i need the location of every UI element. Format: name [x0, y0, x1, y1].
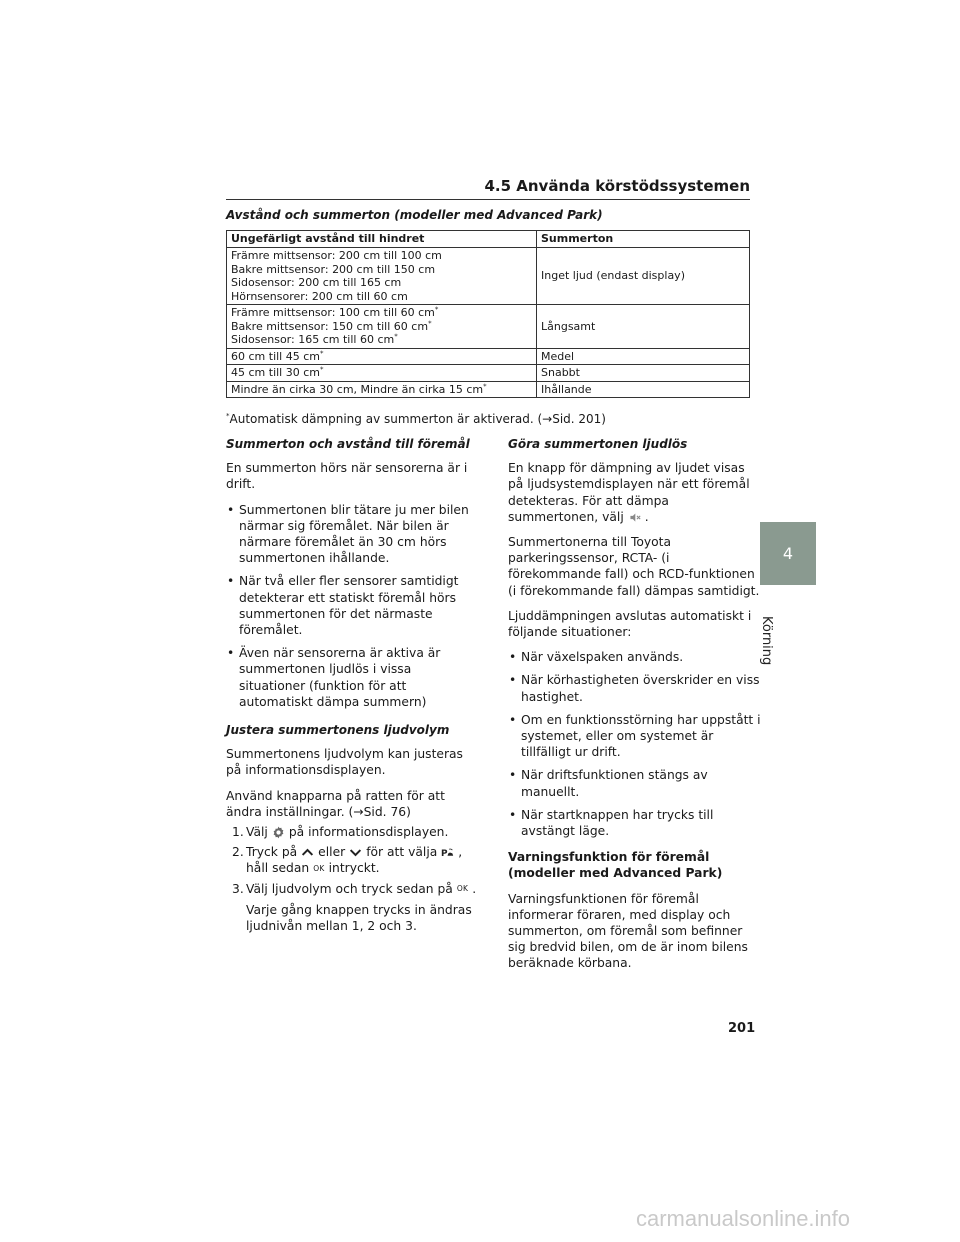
- parking-sensor-icon: [441, 846, 454, 859]
- footnote: [226, 412, 750, 426]
- distance-line: 60 cm till 45 cm: [231, 349, 320, 363]
- svg-text:P: P: [441, 849, 448, 860]
- bullet-dot: •: [509, 673, 517, 688]
- step-text: håll sedan: [246, 861, 310, 876]
- step-text: Välj ljudvolym och tryck sedan på: [246, 882, 453, 897]
- distance-line: Bakre mittsensor: 150 cm till 60 cm: [231, 319, 429, 333]
- footnote-text: Automatisk dämpning av summerton är aktiverad. (→Sid. 201): [229, 412, 606, 426]
- distance-line: 45 cm till 30 cm: [231, 366, 320, 379]
- step-3: [226, 881, 480, 898]
- footnote-star: *: [483, 381, 487, 390]
- buttons-paragraph: Använd knapparna på ratten för att ändra inställningar. (→Sid. 76): [226, 788, 445, 819]
- list-item-text: När växelspaken används.: [521, 650, 684, 665]
- object-warning-paragraph: Varningsfunktionen för föremål informerar föraren, med display och summerton, om föremål som befinner sig bredvid bilen, om de är inom bilens beräknade körbana.: [508, 891, 748, 971]
- list-item-text: Även när sensorerna är aktiva är summertonen ljudlös i vissa situationer (funktion för att automatiskt dämpa summern): [239, 646, 441, 709]
- header-rule: [226, 199, 750, 200]
- simultaneous-paragraph: Summertonerna till Toyota parkeringssensor, RCTA- (i förekommande fall) och RCD-funktionen (i förekommande fall) dämpas samtidigt.: [508, 535, 760, 598]
- heading-object-warning: Varningsfunktion för föremål (modeller med Advanced Park): [508, 850, 723, 881]
- page-number: 201: [728, 1021, 756, 1036]
- list-item: [508, 672, 762, 704]
- step-text: ,: [458, 845, 463, 860]
- distance-cell: [227, 365, 537, 382]
- footnote-star: *: [434, 305, 439, 314]
- ok-button-icon: OK: [456, 884, 469, 894]
- step-number: 2.: [232, 845, 244, 860]
- step-text: .: [472, 882, 477, 897]
- list-item: [226, 502, 480, 567]
- tone-cell: Inget ljud (endast display): [537, 248, 750, 305]
- left-column: [226, 436, 480, 943]
- distance-cell: [227, 248, 537, 305]
- table-row: [227, 381, 750, 398]
- distance-line: Mindre än cirka 30 cm, Mindre än cirka 15 cm: [231, 382, 484, 396]
- bullet-dot: •: [509, 712, 517, 727]
- intro-paragraph: En summerton hörs när sensorerna är i drift.: [226, 461, 468, 492]
- step-1: [226, 824, 480, 840]
- chevron-up-icon: [301, 846, 314, 859]
- chapter-tab: 4: [760, 522, 816, 585]
- step-number: 3.: [232, 882, 244, 897]
- mute-icon: [628, 511, 641, 524]
- distance-line: Hörnsensorer: 200 cm till 60 cm: [231, 289, 408, 303]
- distance-cell: [227, 381, 537, 398]
- list-item-text: Om en funktionsstörning har uppstått i systemet, eller om systemet är tillfälligt ur drift.: [521, 712, 761, 760]
- step-note: Varje gång knappen trycks in ändras ljudnivån mellan 1, 2 och 3.: [246, 902, 472, 933]
- auto-end-paragraph: Ljuddämpningen avslutas automatiskt i följande situationer:: [508, 608, 752, 640]
- right-column: [508, 436, 762, 981]
- step-text: Tryck på: [246, 845, 298, 860]
- footnote-star: *: [428, 318, 432, 327]
- volume-paragraph: Summertonens ljudvolym kan justeras på informationsdisplayen.: [226, 747, 463, 778]
- distance-tone-table: [226, 230, 750, 398]
- step-text: på informationsdisplayen.: [288, 825, 449, 840]
- paragraph-text: En knapp för dämpning av ljudet visas på ljudsystemdisplayen när ett föremål detekteras. För att dämpa summertonen, välj: [508, 461, 750, 524]
- list-item: [508, 807, 762, 839]
- step-number: 1.: [232, 825, 244, 840]
- column-header-distance: Ungefärligt avstånd till hindret: [227, 231, 537, 248]
- list-item: [226, 645, 480, 710]
- paragraph-text: .: [644, 509, 649, 524]
- tone-cell: Snabbt: [537, 365, 750, 382]
- footnote-star: *: [226, 412, 230, 420]
- bullet-dot: •: [227, 574, 235, 589]
- mute-paragraph: [508, 460, 762, 525]
- step-text: Välj: [246, 825, 268, 840]
- table-title: Avstånd och summerton (modeller med Advanced Park): [226, 208, 603, 222]
- footnote-star: *: [320, 348, 324, 357]
- step-2: [226, 844, 480, 877]
- distance-line: Sidosensor: 165 cm till 60 cm: [231, 333, 395, 346]
- table-row: [227, 248, 750, 305]
- table-row: [227, 365, 750, 382]
- tone-cell: Ihållande: [537, 381, 750, 398]
- distance-line: Främre mittsensor: 100 cm till 60 cm: [231, 306, 435, 319]
- ok-button-icon: OK: [313, 863, 325, 873]
- bullet-dot: •: [227, 646, 235, 661]
- distance-line: Främre mittsensor: 200 cm till 100 cm: [231, 249, 442, 262]
- table-header-row: [227, 231, 750, 248]
- chevron-down-icon: [349, 846, 362, 859]
- list-item: [226, 573, 480, 638]
- page-header: [226, 177, 750, 200]
- step-text: intryckt.: [328, 861, 380, 876]
- bullet-dot: •: [509, 807, 517, 822]
- list-item-text: När startknappen har trycks till avstängt läge.: [521, 807, 714, 839]
- heading-volume: Justera summertonens ljudvolym: [226, 723, 450, 738]
- footnote-star: *: [394, 332, 398, 341]
- table-row: [227, 348, 750, 365]
- list-item-text: Summertonen blir tätare ju mer bilen närmar sig föremålet. När bilen är närmare föremålet än 30 cm hörs summertonen ihållande.: [239, 502, 469, 566]
- heading-mute: Göra summertonen ljudlös: [508, 437, 688, 451]
- column-header-tone: Summerton: [537, 231, 750, 248]
- list-item-text: När två eller fler sensorer samtidigt detekterar ett statiskt föremål hörs summertonen för det närmaste föremålet.: [239, 574, 459, 638]
- footnote-star: *: [320, 365, 324, 374]
- heading-tone-distance: Summerton och avstånd till föremål: [226, 437, 470, 451]
- section-title: 4.5 Använda körstödssystemen: [484, 177, 750, 195]
- tone-cell: Medel: [537, 348, 750, 365]
- bullet-dot: •: [227, 502, 235, 517]
- distance-cell: [227, 305, 537, 349]
- list-item: [508, 649, 762, 665]
- bullet-dot: •: [509, 768, 517, 783]
- table-row: [227, 305, 750, 349]
- step-text: för att välja: [366, 845, 438, 860]
- watermark: carmanualsonline.info: [636, 1206, 851, 1231]
- list-item: [508, 712, 762, 761]
- list-item: [508, 767, 762, 799]
- bullet-dot: •: [509, 650, 517, 665]
- list-item-text: När driftsfunktionen stängs av manuellt.: [521, 768, 708, 799]
- list-item-text: När körhastigheten överskrider en viss hastighet.: [521, 673, 760, 704]
- distance-line: Sidosensor: 200 cm till 165 cm: [231, 276, 402, 289]
- tone-cell: Långsamt: [537, 305, 750, 349]
- chapter-label: Körning: [759, 616, 774, 666]
- step-text: eller: [318, 845, 346, 860]
- table-body: [227, 248, 750, 398]
- distance-line: Bakre mittsensor: 200 cm till 150 cm: [231, 262, 436, 276]
- gear-icon: [272, 826, 285, 839]
- distance-cell: [227, 348, 537, 365]
